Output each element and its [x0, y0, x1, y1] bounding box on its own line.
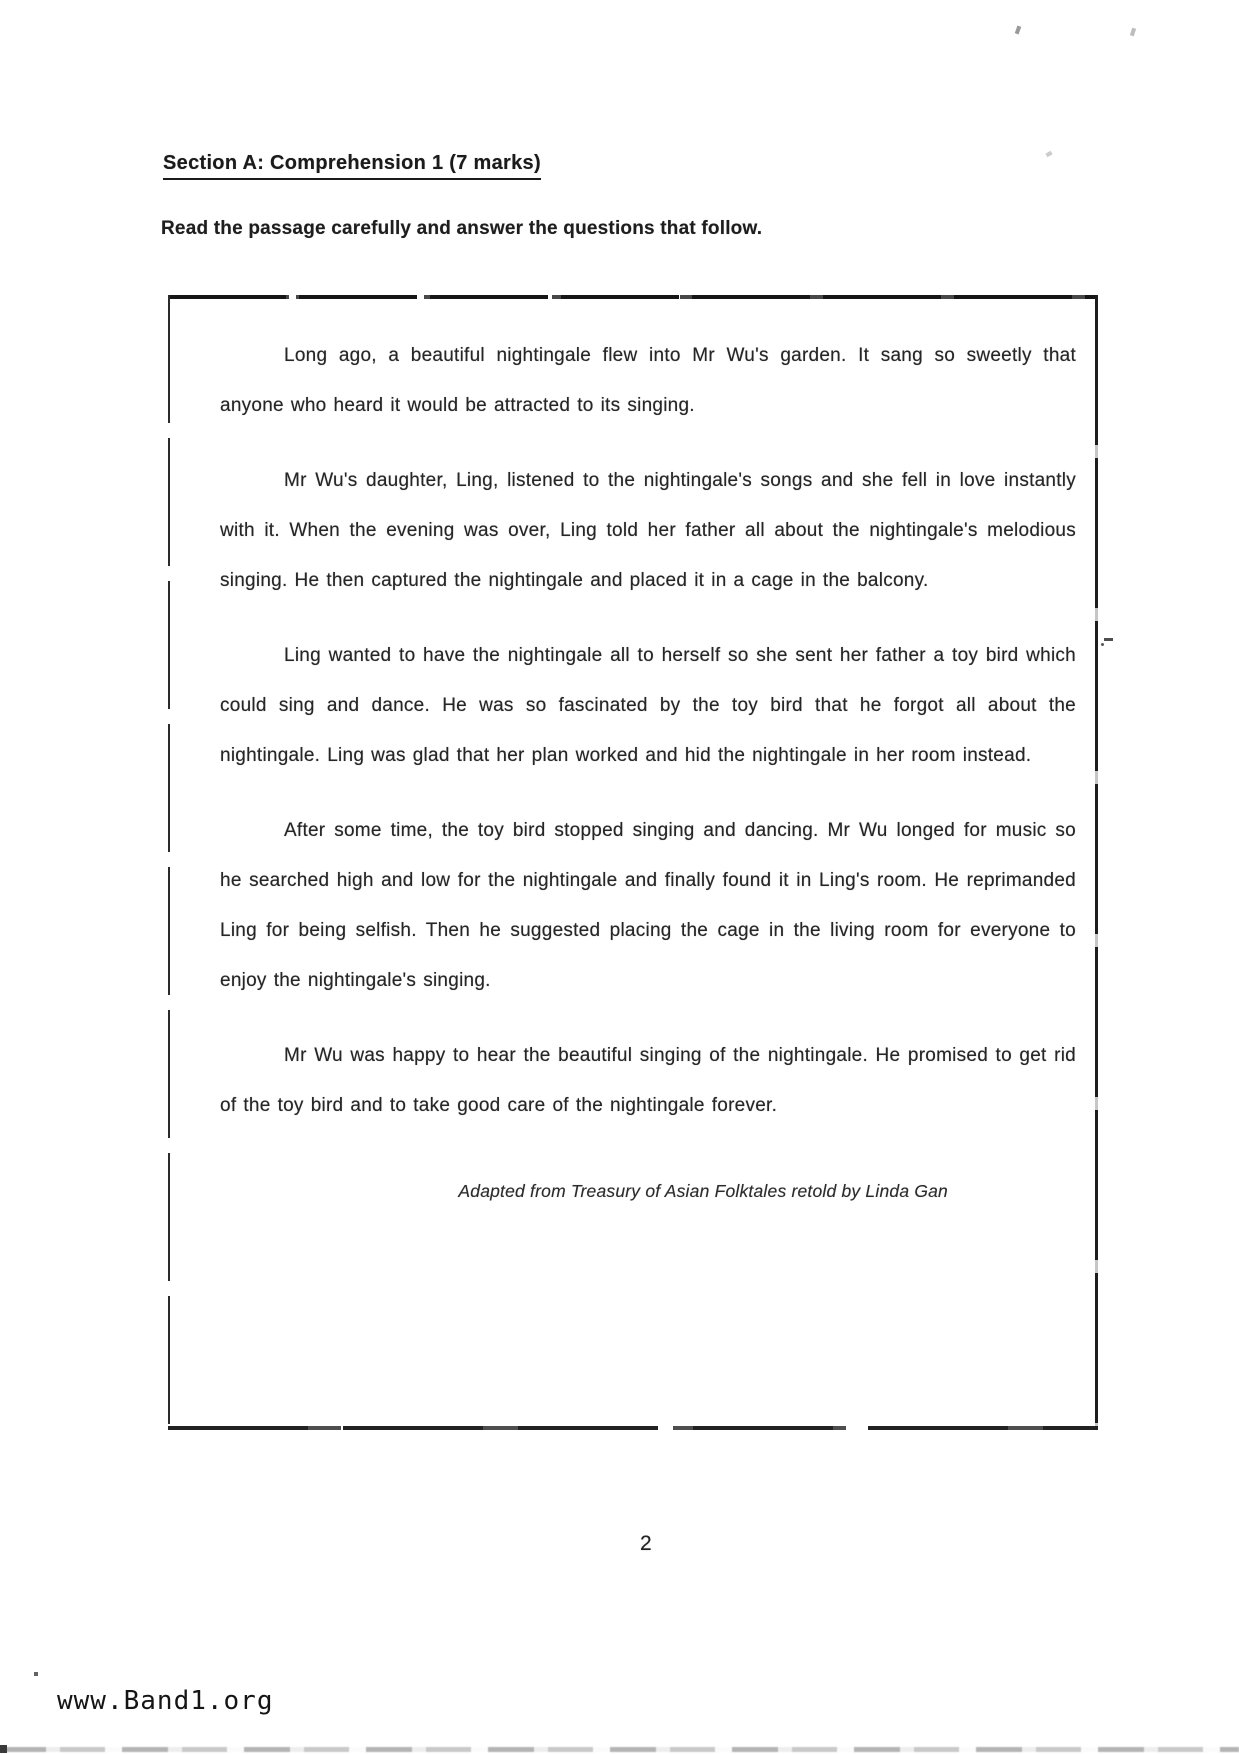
scan-speck	[1104, 638, 1113, 641]
watermark-text: www.Band1.org	[57, 1686, 274, 1716]
bottom-scan-bar	[0, 1747, 1239, 1752]
passage-paragraph: Ling wanted to have the nightingale all to herself so she sent her father a toy bird which could sing and dance. He was so fascinated by the toy bird that he forgot all about the nightingale. Ling was glad that her plan worked and hid the nightingale in her room instead.	[220, 645, 1076, 766]
bottom-corner-chip	[0, 1745, 7, 1753]
scan-speck	[1015, 26, 1021, 35]
section-title: Section A: Comprehension 1 (7 marks)	[163, 152, 541, 180]
passage-box	[168, 295, 1098, 1430]
passage-paragraph: Mr Wu's daughter, Ling, listened to the nightingale's songs and she fell in love instantly with it. When the evening was over, Ling told her father all about the nightingale's melodious singing. He then captured the nightingale and placed it in a cage in the balcony.	[220, 470, 1076, 591]
scan-speck	[34, 1672, 38, 1676]
passage-paragraph: After some time, the toy bird stopped singing and dancing. Mr Wu longed for music so he searched high and low for the nightingale and finally found it in Ling's room. He reprimanded Ling for being selfish. Then he suggested placing the cage in the living room for everyone to enjoy the nightingale's singing.	[220, 820, 1076, 991]
page-number: 2	[640, 1532, 652, 1555]
passage-text	[168, 295, 1098, 1430]
passage-paragraph: Long ago, a beautiful nightingale flew into Mr Wu's garden. It sang so sweetly that anyone who heard it would be attracted to its singing.	[220, 345, 1076, 416]
instruction-text: Read the passage carefully and answer the questions that follow.	[161, 218, 763, 239]
passage-attribution: Adapted from Treasury of Asian Folktales retold by Linda Gan	[458, 1181, 948, 1201]
scan-speck	[1101, 643, 1104, 646]
passage-paragraph: Mr Wu was happy to hear the beautiful singing of the nightingale. He promised to get rid of the toy bird and to take good care of the nightingale forever.	[220, 1045, 1076, 1116]
scan-speck	[1045, 151, 1052, 157]
scan-speck	[1130, 28, 1136, 37]
